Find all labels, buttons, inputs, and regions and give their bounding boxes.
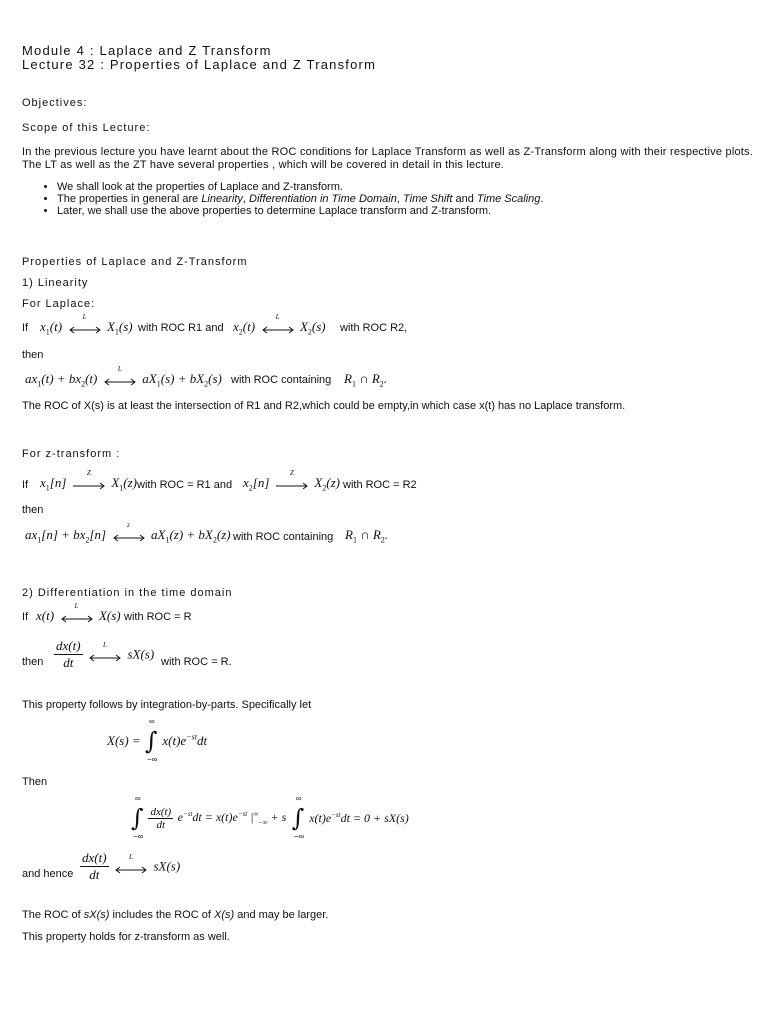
then-label-2: Then xyxy=(22,776,48,788)
then-label: then xyxy=(22,349,44,361)
term-time-shift: Time Shift xyxy=(403,193,453,205)
term-time-scaling: Time Scaling xyxy=(476,193,541,205)
diff-roc-r-dot: with ROC = R. xyxy=(161,656,232,668)
module-title: Module 4 : Laplace and Z Transform xyxy=(22,43,272,58)
laplace-pair-1: $x_1(t)$ L $X_1(s)$ xyxy=(40,312,133,337)
if-label: If xyxy=(22,322,29,334)
for-laplace-label: For Laplace: xyxy=(22,298,96,310)
intro-paragraph: In the previous lecture you have learnt about the ROC conditions for Laplace Transform as well as Z-Transform along with their respective plots. The LT as well as the ZT have several properties , which will be covered in detail in this lecture. xyxy=(22,146,753,171)
z-pair-2: $x_2[n]$ Z $X_2(z)$ xyxy=(243,468,340,493)
right-arrow-icon: Z xyxy=(71,478,107,488)
roc-note: The ROC of X(s) is at least the intersection of R1 and R2,which could be empty,in which case x(t) has no Laplace transform. xyxy=(22,400,626,412)
z-linear-combination: $ax_1[n] + bx_2[n]$ z $aX_1(z) + bX_2(z)$ xyxy=(25,520,231,545)
z-pair-1: $x_1[n]$ Z $X_1(z)$ xyxy=(40,468,137,493)
diff-pair: x(t) L X(s) xyxy=(36,601,121,623)
laplace-definition-equation: X(s) = ∞ ∫ −∞ $x(t)e^{-st}dt$ xyxy=(107,717,208,764)
diff-roc-r: with ROC = R xyxy=(124,611,192,623)
z-if-label: If xyxy=(22,479,29,491)
z-roc-r1-and: with ROC = R1 and xyxy=(137,479,233,491)
roc-r1-and: with ROC R1 and xyxy=(138,322,224,334)
integral-icon: ∞ ∫ −∞ xyxy=(144,717,158,764)
roc-containing: with ROC containing xyxy=(231,374,332,386)
bidirectional-arrow-icon: L xyxy=(59,611,95,621)
term-linearity: Linearity xyxy=(201,193,243,205)
integration-by-parts-equation: ∞ ∫ −∞ $\frac{dx(t)}{dt}$ $e^{-st}dt = x(t)e^{-st}$ $|^\infty_{-\infty} + s$ ∞ ∫ −∞ $x(t)e^{-st}dt = 0 + sX(s)$ xyxy=(131,794,409,841)
integral-icon: ∞ ∫ −∞ xyxy=(131,794,144,841)
z-roc-containing: with ROC containing xyxy=(233,531,334,543)
differentiation-heading: 2) Differentiation in the time domain xyxy=(22,587,233,599)
for-z-label: For z-transform : xyxy=(22,448,121,460)
diff-then-label: then xyxy=(22,656,44,668)
integral-icon: ∞ ∫ −∞ xyxy=(291,794,305,841)
bidirectional-arrow-icon: z xyxy=(111,530,147,540)
bidirectional-arrow-icon: L xyxy=(113,862,149,872)
section-title: Properties of Laplace and Z-Transform xyxy=(22,256,248,268)
list-item: • We shall look at the properties of Laplace and Z-transform. xyxy=(57,181,543,193)
derivative-pair: $\frac{dx(t)}{dt}$ L sX(s) xyxy=(56,638,155,670)
linearity-heading: 1) Linearity xyxy=(22,277,89,289)
objectives-list xyxy=(22,181,543,217)
z-roc-r2: with ROC = R2 xyxy=(343,479,417,491)
z-r1-intersect-r2: $R_1$ ∩ $R_2$. xyxy=(345,527,389,545)
diff-if-label: If xyxy=(22,611,29,623)
and-hence-label: and hence xyxy=(22,868,74,880)
bidirectional-arrow-icon: L xyxy=(67,322,103,332)
scope-label: Scope of this Lecture: xyxy=(22,122,151,134)
term-differentiation: Differentiation in Time Domain xyxy=(249,193,397,205)
roc-sx-sentence: The ROC of sX(s) includes the ROC of X(s) and may be larger. xyxy=(22,909,329,921)
holds-z-sentence: This property holds for z-transform as well. xyxy=(22,931,230,943)
r1-intersect-r2: $R_1$ ∩ $R_2$. xyxy=(344,371,388,389)
laplace-pair-2: $x_2(t)$ L $X_2(s)$ xyxy=(233,312,326,337)
z-then-label: then xyxy=(22,504,44,516)
derivative-pair-2: $\frac{dx(t)}{dt}$ L sX(s) xyxy=(82,850,181,882)
roc-r2: with ROC R2, xyxy=(340,322,408,334)
ibp-text: This property follows by integration-by-parts. Specifically let xyxy=(22,699,312,711)
lecture-title: Lecture 32 : Properties of Laplace and Z Transform xyxy=(22,57,377,72)
laplace-linear-combination: $ax_1(t) + bx_2(t)$ L $aX_1(s) + bX_2(s)$ xyxy=(25,364,222,389)
objectives-label: Objectives: xyxy=(22,97,88,109)
bidirectional-arrow-icon: L xyxy=(87,650,123,660)
list-item: • The properties in general are Linearity, Differentiation in Time Domain, Time Shift and Time Scaling. xyxy=(57,193,543,205)
bidirectional-arrow-icon: L xyxy=(102,374,138,384)
list-item: • Later, we shall use the above properties to determine Laplace transform and Z-transform. xyxy=(57,205,543,217)
right-arrow-icon: Z xyxy=(274,478,310,488)
bidirectional-arrow-icon: L xyxy=(260,322,296,332)
